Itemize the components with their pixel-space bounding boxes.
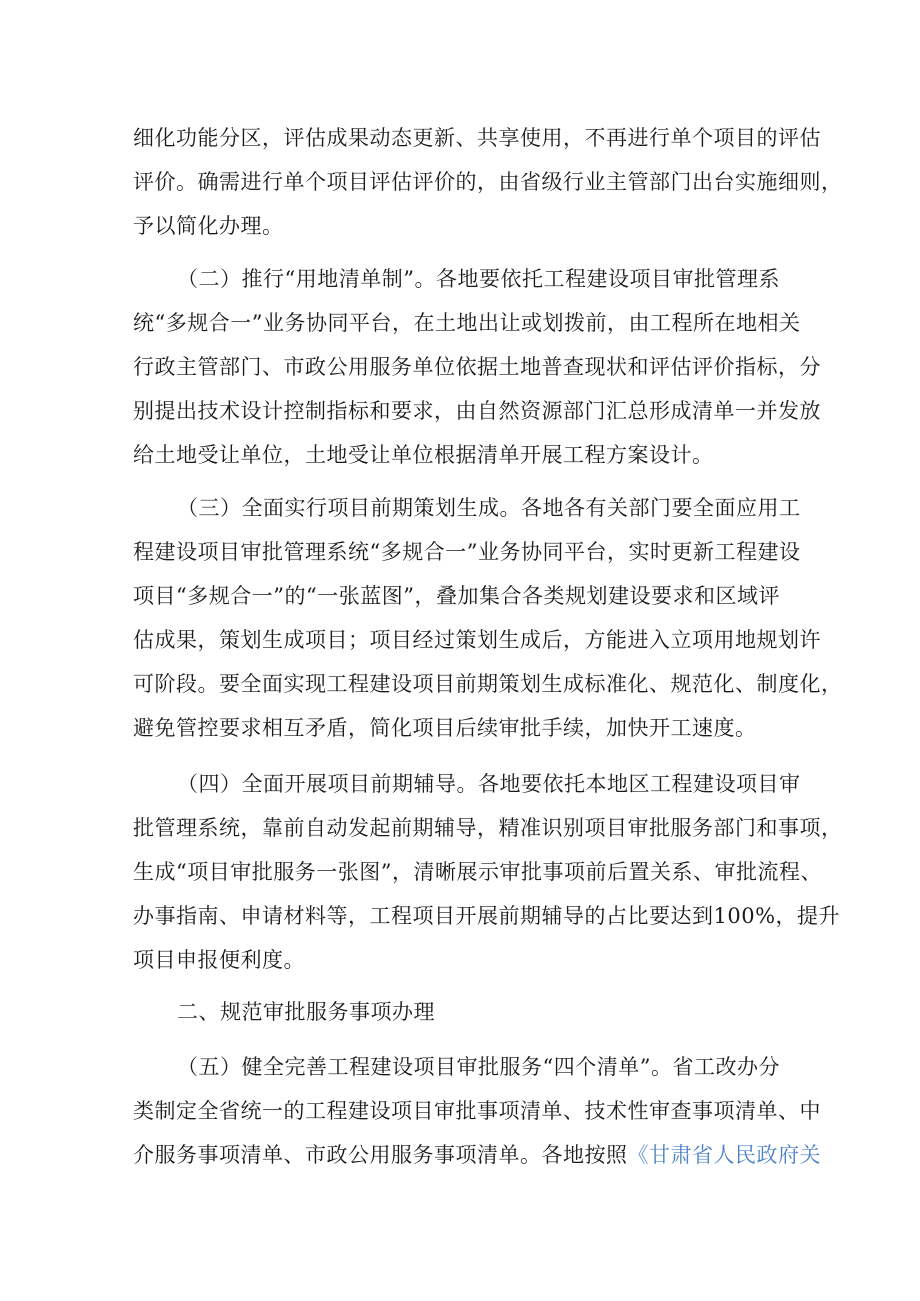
paragraph-continuation [133,116,843,248]
text-line: 避免管控要求相互矛盾，简化项目后续审批手续，加快开工速度。 [133,716,757,740]
text-line: 办事指南、申请材料等，工程项目开展前期辅导的占比要达到100%，提升 [133,904,841,928]
paragraph-project-planning [133,486,843,750]
text-line: 类制定全省统一的工程建设项目审批事项清单、技术性审查事项清单、中 [133,1099,821,1123]
text-line: 可阶段。要全面实现工程建设项目前期策划生成标准化、规范化、制度化， [133,672,843,696]
text-line: 予以简化办理。 [133,214,284,238]
text-line: 别提出技术设计控制指标和要求，由自然资源部门汇总形成清单一并发放 [133,399,821,423]
text-line: 给土地受让单位，土地受让单位根据清单开展工程方案设计。 [133,443,714,467]
text-line: （四）全面开展项目前期辅导。各地要依托本地区工程建设项目审 [177,772,801,796]
text-line: 统“多规合一”业务协同平台，在土地出让或划拨前，由工程所在地相关 [133,311,801,335]
text-line: 行政主管部门、市政公用服务单位依据土地普查现状和评估评价指标，分 [133,355,821,379]
text-line: 项目“多规合一”的“一张蓝图”，叠加集合各类规划建设要求和区域评 [133,584,780,608]
text-line: 细化功能分区，评估成果动态更新、共享使用，不再进行单个项目的评估 [133,126,821,150]
text-line: 程建设项目审批管理系统“多规合一”业务协同平台，实时更新工程建设 [133,540,801,564]
text-line: 评价。确需进行单个项目评估评价的，由省级行业主管部门出台实施细则， [133,170,843,194]
document-link[interactable]: 《甘肃省人民政府关 [627,1143,821,1167]
paragraph-four-lists [133,1045,821,1177]
text-line: 估成果，策划生成项目；项目经过策划生成后，方能进入立项用地规划许 [133,628,821,652]
text-line: （二）推行“用地清单制”。各地要依托工程建设项目审批管理系 [177,267,780,291]
section-heading [133,990,793,1034]
text-line: 生成“项目审批服务一张图”，清晰展示审批事项前后置关系、审批流程、 [133,860,822,884]
text-line: 介服务事项清单、市政公用服务事项清单。各地按照《甘肃省人民政府关 [133,1143,821,1167]
section-heading-text: 二、规范审批服务事项办理 [177,1000,435,1024]
text-line: 批管理系统，靠前自动发起前期辅导，精准识别项目审批服务部门和事项， [133,816,843,840]
text-line: （三）全面实行项目前期策划生成。各地各有关部门要全面应用工 [177,496,801,520]
paragraph-pre-guidance [133,762,843,982]
text-line: （五）健全完善工程建设项目审批服务“四个清单”。省工改办分 [177,1055,780,1079]
paragraph-land-list [133,257,821,477]
text-line: 项目申报便利度。 [133,948,305,972]
